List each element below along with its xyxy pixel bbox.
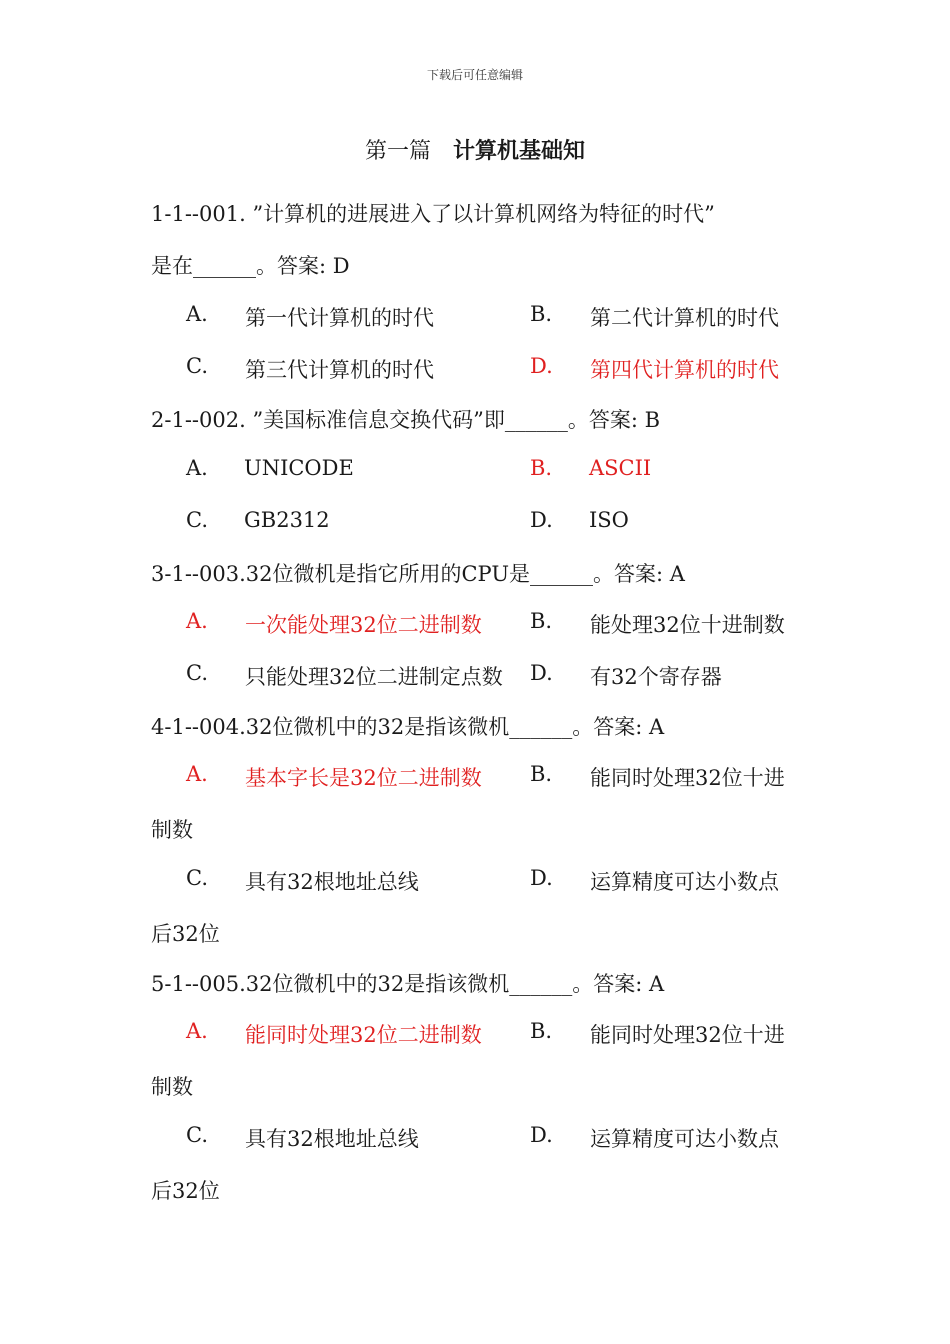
option-key: A. (186, 609, 208, 633)
question-1-stem-line-2: 是在______。答案: D (151, 254, 350, 278)
option-text: 第一代计算机的时代 (245, 306, 434, 330)
option-key: B. (530, 762, 553, 786)
option-text: 第四代计算机的时代 (590, 358, 779, 382)
option-key: D. (530, 354, 553, 378)
option-key: B. (530, 1019, 553, 1043)
question-1-stem-line-1: 1-1--001. ”计算机的进展进入了以计算机网络为特征的时代” (151, 202, 715, 226)
option-text: 有32个寄存器 (590, 665, 722, 689)
question-4-stem: 4-1--004.32位微机中的32是指该微机______。答案: A (151, 715, 665, 739)
option-key: C. (186, 1123, 208, 1147)
option-key: A. (186, 1019, 208, 1043)
option-text: 第二代计算机的时代 (590, 306, 779, 330)
option-text: 运算精度可达小数点 (590, 870, 779, 894)
option-text: 运算精度可达小数点 (590, 1127, 779, 1151)
option-key: D. (530, 1123, 553, 1147)
header-note: 下载后可任意编辑 (426, 68, 523, 82)
title-part: 第一篇 (364, 139, 431, 164)
option-key: C. (186, 508, 208, 532)
q4-option-b-continuation: 制数 (151, 818, 193, 842)
option-key: C. (186, 866, 208, 890)
option-text: 第三代计算机的时代 (245, 358, 434, 382)
option-text: 一次能处理32位二进制数 (245, 613, 482, 637)
option-text: 具有32根地址总线 (245, 870, 419, 894)
option-key: B. (530, 456, 553, 480)
option-text: GB2312 (244, 508, 330, 532)
option-text: 能同时处理32位十进 (590, 766, 785, 790)
question-5-stem: 5-1--005.32位微机中的32是指该微机______。答案: A (151, 972, 665, 996)
q4-option-d-continuation: 后32位 (151, 922, 220, 946)
option-key: B. (530, 302, 553, 326)
option-text: 能同时处理32位十进 (590, 1023, 785, 1047)
option-key: D. (530, 508, 553, 532)
q5-option-b-continuation: 制数 (151, 1075, 193, 1099)
option-key: A. (186, 456, 208, 480)
option-key: C. (186, 661, 208, 685)
page-title (0, 134, 950, 165)
option-key: D. (530, 661, 553, 685)
option-key: B. (530, 609, 553, 633)
question-2-stem: 2-1--002. ”美国标准信息交换代码”即______。答案: B (151, 408, 661, 432)
title-name: 计算机基础知 (453, 139, 586, 164)
option-text: 能同时处理32位二进制数 (245, 1023, 482, 1047)
option-text: 只能处理32位二进制定点数 (245, 665, 503, 689)
option-key: C. (186, 354, 208, 378)
option-key: A. (186, 302, 208, 326)
option-text: 具有32根地址总线 (245, 1127, 419, 1151)
option-text: UNICODE (244, 456, 354, 480)
option-text: 能处理32位十进制数 (590, 613, 785, 637)
question-3-stem: 3-1--003.32位微机是指它所用的CPU是______。答案: A (151, 562, 685, 586)
option-text: 基本字长是32位二进制数 (245, 766, 482, 790)
option-key: D. (530, 866, 553, 890)
option-key: A. (186, 762, 208, 786)
option-text: ISO (589, 508, 629, 532)
option-text: ASCII (589, 456, 652, 480)
q5-option-d-continuation: 后32位 (151, 1179, 220, 1203)
